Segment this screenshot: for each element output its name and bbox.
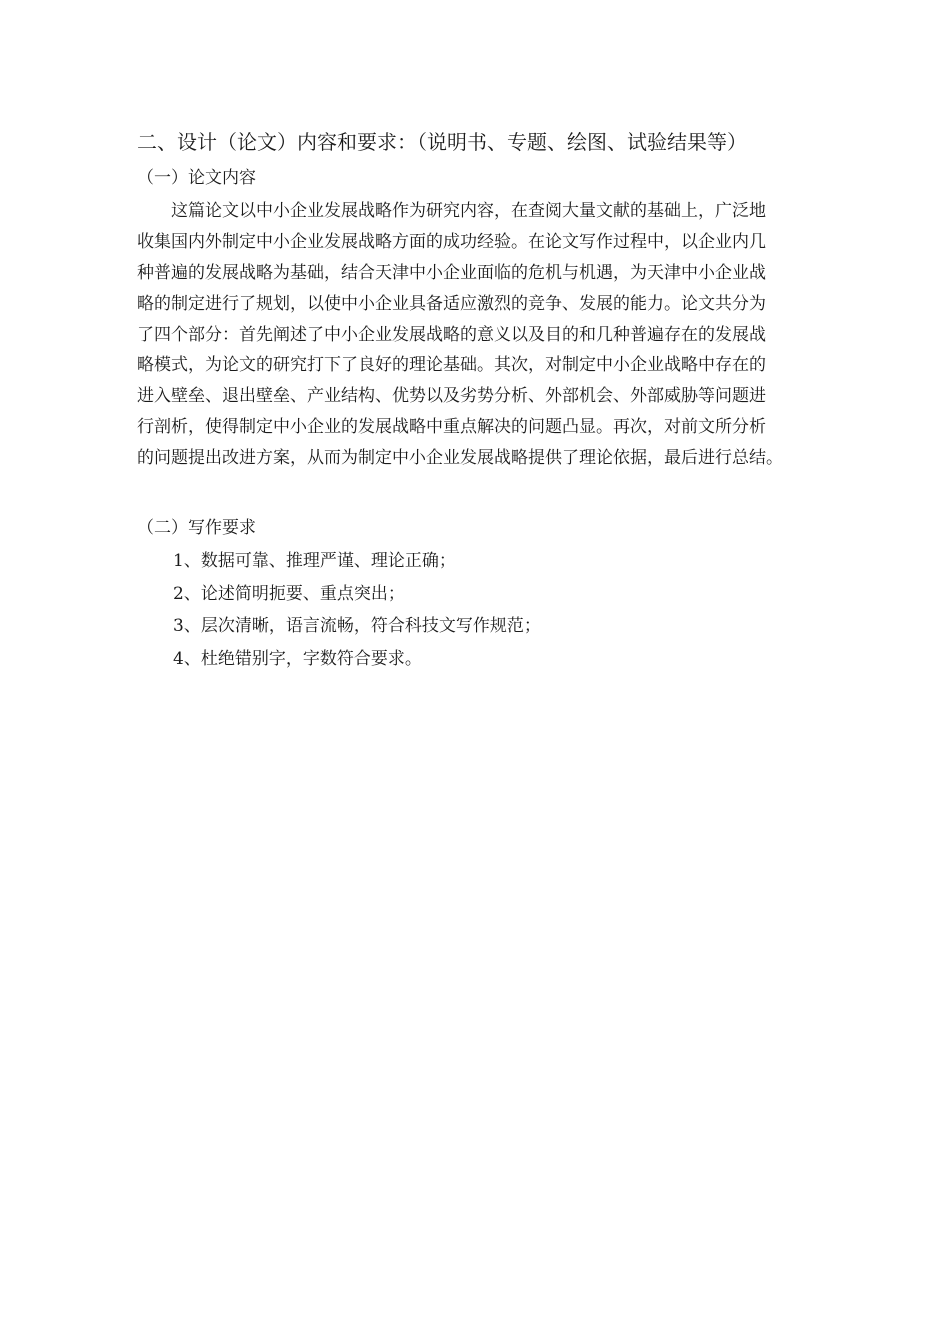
requirement-item: 4、杜绝错别字，字数符合要求。 <box>173 648 422 669</box>
paragraph-line: 略的制定进行了规划，以使中小企业具备适应激烈的竞争、发展的能力。论文共分为 <box>137 293 766 314</box>
paragraph-line: 略模式，为论文的研究打下了良好的理论基础。其次，对制定中小企业战略中存在的 <box>137 355 766 376</box>
paragraph-line: 收集国内外制定中小企业发展战略方面的成功经验。在论文写作过程中，以企业内几 <box>137 231 766 252</box>
requirements-list <box>173 547 541 677</box>
requirement-item: 3、层次清晰，语言流畅，符合科技文写作规范； <box>173 616 541 636</box>
paragraph-line: 种普遍的发展战略为基础，结合天津中小企业面临的危机与机遇，为天津中小企业战 <box>137 262 766 283</box>
content-paragraph <box>137 196 859 474</box>
paragraph-line: 这篇论文以中小企业发展战略作为研究内容，在查阅大量文献的基础上，广泛地 <box>137 201 766 221</box>
paragraph-line: 了四个部分：首先阐述了中小企业发展战略的意义以及目的和几种普遍存在的发展战 <box>137 324 766 345</box>
paragraph-line: 的问题提出改进方案，从而为制定中小企业发展战略提供了理论依据，最后进行总结。 <box>137 448 783 469</box>
requirement-item: 2、论述简明扼要、重点突出； <box>173 583 405 604</box>
paragraph-line: 行剖析，使得制定中小企业的发展战略中重点解决的问题凸显。再次，对前文所分析 <box>137 417 766 438</box>
paragraph-line: 进入壁垒、退出壁垒、产业结构、优势以及劣势分析、外部机会、外部威胁等问题进 <box>137 386 766 407</box>
requirements-subtitle: （二）写作要求 <box>137 518 256 538</box>
section-heading: 二、设计（论文）内容和要求：（说明书、专题、绘图、试验结果等） <box>137 130 747 154</box>
requirement-item: 1、数据可靠、推理严谨、理论正确； <box>173 551 456 571</box>
content-subtitle: （一）论文内容 <box>137 168 256 188</box>
